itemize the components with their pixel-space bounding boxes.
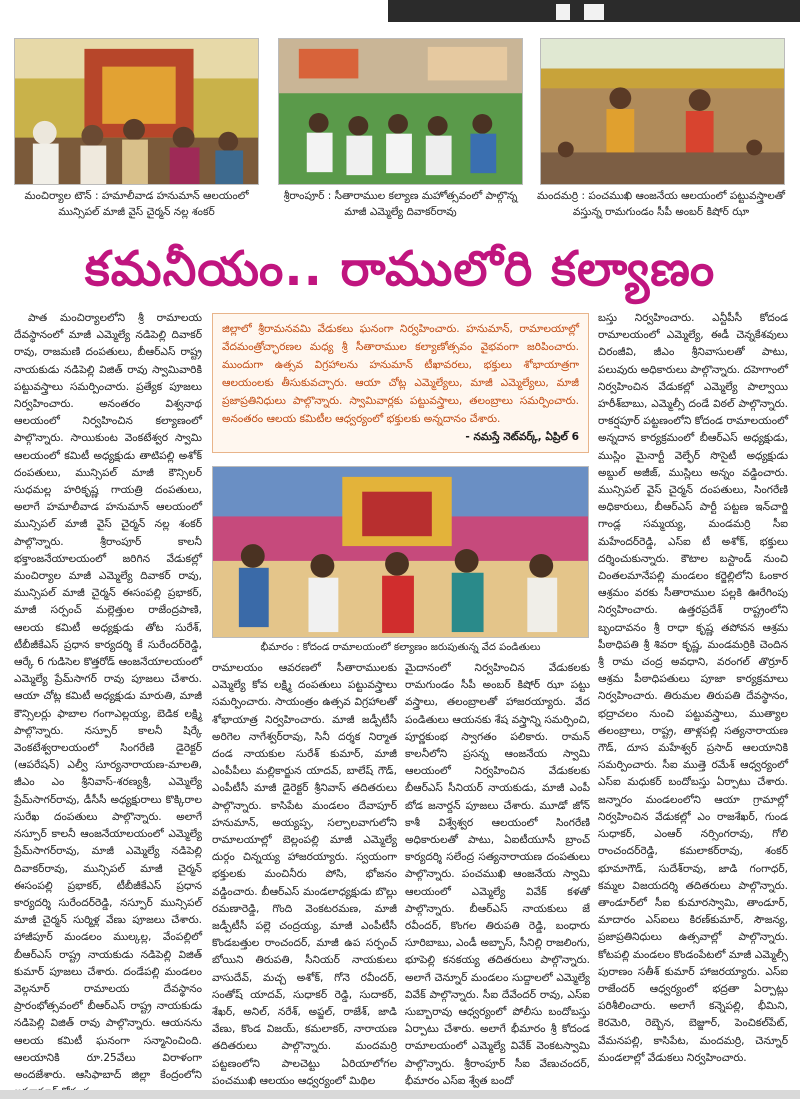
article-text: బస్తు నిర్వహించారు. ఎన్టీపీసీ కోదండ రామాలయంలో ఎమ్మెల్యే, ఈడీ చెన్నకేశవులు చిరంజీవి, జీఎం శ్రీనివాసులతో పాటు, పలువురు అధికారులు పాల్గొన్నారు. దహెగాంలో నిర్వహించిన వేడుకల్లో ఎమ్మెల్యే పాల్వాయి హరీశ్‌బాబు, ఎమ్మెల్సీ దండే విఠల్‌ పాల్గొన్నారు. రాకర్షపూర్‌ పట్టణంలోని కోదండ రామాలయంలో అన్నదాన కార్యక్రమంలో బీఆర్‌ఎస్‌ అధ్యక్షుడు, ముస్లిం మైనార్టీ వెల్ఫేర్‌ సొసైటీ అధ్యక్షుడు అబ్దుల్‌ అజీజ్‌, ముస్లిలు అన్నం వడ్డించారు. మున్సిపల్‌ వైస్‌ చైర్మన్‌ దంపతులు, సింగరేణి అధికారులు, బీఆర్‌ఎస్‌ పార్టీ పట్టణ ఇన్‌చార్జి గాండ్ల సమ్మయ్య, మండమర్రి సీఐ మహేందర్‌రెడ్డి, ఎస్‌ఐ టీ అశోక్‌, భక్తులు దర్శించుకున్నారు. కౌటాల బస్టాండ్‌ నుంచి చింతలమానేపల్లి మండలం కర్జెల్లిలోని ఓంకార ఆశ్రమం వరకు సీతారాముల పల్లకి ఊరేగింపు నిర్వహించారు. ఉత్తరప్రదేశ్‌ రాష్ట్రంలోని బృందావనం శ్రీ రాధా కృష్ణ తపోవన ఆశ్రమ పీఠాధిపతి శ్రీ శివరా కృష్ణ, మండమర్రికి చెందిన శ్రీ రామ చంద్ర అవధాని, వరంగల్‌ తొర్రూర్‌ ఆశ్రమ పీఠాధిపతులు పూజా కార్యక్రమాలు నిర్వహించారు. తిరుమల తిరుపతి దేవస్థానం, భద్రాచలం నుంచి పట్టువస్త్రాలు, ముత్యాల తలంబ్రాలు, రాష్ట్ర, తాళ్లపల్లి సత్యనారాయణ గౌడ్‌, దూస మహేశ్వర్‌ ప్రసాద్‌ ఆలయానికి సమర్పించారు. సీఐ ముత్తె రమేశ్‌ ఆధ్వర్యంలో ఎస్‌ఐ మధుకర్‌ బందోబస్తు ఏర్పాటు చేశారు. జన్నారం మండలంలోని ఆయా గ్రామాల్లో నిర్వహించిన వేడుకల్లో ఎం రాజశేఖర్‌, గుండ సుధాకర్‌, ఎంఆర్‌ నర్సింగరావు, గోలి రాంచందర్‌రెడ్డి, కమలాకర్‌రావు, శంకర్‌ భూమాగౌడ్‌, సుదేశ్‌రావు, జాడి గంగాధర్‌, కమ్మల విజయదర్శి తదితరులు పాల్గొన్నారు. తాండూర్‌లో సీఐ కుమారస్వామి, తాండూర్‌, మాదారం ఎస్‌ఐలు కిరణ్‌కుమార్‌, సౌజన్య, ప్రజాప్రతినిధులు ఉత్సవాల్లో పాల్గొన్నారు. కోటపల్లి మండలం కొండంపేటలో మాజీ ఎమ్మెల్సీ పురాణం సతీశ్‌ కుమార్‌ హాజరయ్యారు. ఎస్‌ఐ రాజేందర్‌ ఆధ్వర్యంలో భద్రతా ఏర్పాట్లు పరిశీలించారు. అలాగే కన్నెపల్లి, భీమిని, కెరమెరి, రెబ్బెన, బెజ్జూర్‌, పెంచికల్‌పేట్‌, వేమనపల్లి, కాసిపేట, మందమర్రి, చెన్నూర్‌ మండలాల్లో వేడుకలు నిర్వహించారు. — [598, 312, 788, 1064]
photo-caption: భీమారం : కోదండ రామాలయంలో కల్యాణం జరుపుతున్న వేద పండితులు — [260, 642, 541, 653]
article-column-4 — [598, 310, 788, 1088]
photo-srirampur-kalyanam — [278, 38, 523, 185]
top-bar-mark — [556, 4, 570, 20]
photo-caption: మంచిర్యాల టౌన్‌ : హమాలీవాడ హనుమాన్‌ ఆలయంలో మున్సిపల్‌ మాజీ వైస్‌ చైర్మన్‌ నల్ల శంకర్‌ — [24, 190, 249, 218]
top-bar-mark — [584, 4, 604, 20]
photo-caption: మందమర్రి : పంచముఖి ఆంజనేయ ఆలయంలో పట్టువస్త్రాలతో వస్తున్న రామగుండం సీపీ అంబర్‌ కిషోర్‌ ఝా — [536, 190, 786, 218]
article-text: మైదానంలో నిర్వహించిన వేడుకలకు రామగుండం సీపీ అంబర్‌ కిషోర్‌ ఝా పట్టు వస్త్రాలు, తలంబ్రాలతో హాజరయ్యారు. వేద పండితులు ఆయనకు శేష వస్త్రాన్ని సమర్పించి, పూర్ణకుంభ స్వాగతం పలికారు. రామన్‌ కాలనీలోని ప్రసన్న ఆంజనేయ స్వామి ఆలయంలో నిర్వహించిన వేడుకలకు బీఆర్‌ఎస్‌ సీనియర్‌ నాయకుడు, మాజీ ఎంపీ బోడ జనార్దన్‌ పూజలు చేశారు. మూడో జోన్‌ కాశీ విశ్వేశ్వర ఆలయంలో సింగరేణి అధికారులతో పాటు, ఏఐటీయూసీ బ్రాంచ్‌ కార్యదర్శి సలేంద్ర సత్యనారాయణ దంపతులు పాల్గొన్నారు. పంచముఖి ఆంజనేయ స్వామి ఆలయంలో ఎమ్మెల్యే వివేక్‌ కళతో పాల్గొన్నారు. బీఆర్‌ఎస్‌ నాయకులు జే రవీందర్‌, కొంగల తిరుపతి రెడ్డి, బంధారు సూరిబాబు, ఎండీ అబ్బాస్‌, సీనిల్లి రాజలింగు, భూపెల్లి కనకయ్య తదితరులు పాల్గొన్నారు. అలాగే చెన్నూర్‌ మండలం సుద్దాలలో ఎమ్మెల్యే వివేక్‌ పాల్గొన్నారు. సీఐ దేవేందర్‌ రావు, ఎస్‌ఐ సుబ్బారావు ఆధ్వర్యంలో పోలీసు బందోబస్తు ఏర్పాటు చేశారు. అలాగే భీమారం శ్రీ కోదండ రామాలయంలో ఎమ్మెల్యే వివేక్‌ వెంకటస్వామి పాల్గొన్నారు. శ్రీరాంపూర్‌ సీఐ వేణుచందర్‌, భీమారం ఎస్‌ఐ శ్వేత బందో — [405, 662, 590, 1087]
page-headline: కమనీయం.. రాములోరి కల్యాణం — [84, 241, 716, 297]
photo-bheemaram-kalyanam — [212, 466, 589, 638]
byline: - నమస్తే నెట్‌వర్క్‌, ఏప్రిల్‌ 6 — [465, 431, 579, 443]
top-dark-bar — [388, 0, 800, 22]
intro-highlight-box — [212, 313, 589, 453]
photo-hamalivada-temple — [14, 38, 259, 185]
intro-text: జిల్లాలో శ్రీరామనవమి వేడుకలు ఘనంగా నిర్వహించారు. హనుమాన్‌, రామాలయాల్లో వేదమంత్రోచ్ఛారణల మధ్య శ్రీ సీతారాముల కల్యాణోత్సవం వైభవంగా జరిపించారు. ముందుగా ఉత్సవ విగ్రహాలను హనుమాన్‌ టీఖావరలు, భక్తులు శోభాయాత్రగా ఆలయంలకు తీసుకువచ్చారు. ఆయా చోట్ల ఎమ్మెల్యేలు, మాజీ ఎమ్మెల్యేలు, మాజీ ప్రజాప్రతినిధులు పాల్గొన్నారు. స్వామివార్లకు పట్టువస్త్రాలు, తలంబ్రాలు సమర్పించారు. అనంతరం ఆలయ కమిటీల ఆధ్వర్యంలో భక్తులకు అన్నదానం చేశారు. — [222, 323, 579, 425]
photo-mandamarri-temple — [540, 38, 785, 185]
bottom-image-strip — [0, 1090, 800, 1099]
photo-caption: శ్రీరాంపూర్‌ : సీతారాముల కల్యాణ మహోత్సవంలో పాల్గొన్న మాజీ ఎమ్మెల్యే దివాకర్‌రావు — [283, 190, 518, 218]
article-column-2 — [212, 660, 397, 1088]
article-text: రామాలయం ఆవరణలో సీతారాములకు ఎమ్మెల్యే కోవ లక్ష్మి దంపతులు పట్టువస్త్రాలు సమర్పించారు. సాయంత్రం ఉత్సవ విగ్రహాలతో శోభాయాత్ర నిర్వహించారు. మాజీ జడ్పీటీసీ అరిగెల నాగేశ్వర్‌రావు, సినీ దర్శక నిర్మాత దండ నాయకుల సురేశ్‌ కుమార్‌, మాజీ ఎంపీపీలు మల్లికార్జున యాదవ్‌, బాలేష్‌ గౌడ్‌, ఎంపీటీసీ మాజీ డైరెక్టర్‌ శ్రీనివాస్‌ తదితరులు పాల్గొన్నారు. కాసిపేట మండలం దేవాపూర్‌ హనుమాన్‌, అయ్యప్ప, సల్పాలవాగులోని రామాలయాల్లో బెల్లంపల్లి మాజీ ఎమ్మెల్యే దుర్గం చిన్నయ్య హాజరయ్యారు. స్వయంగా భక్తులకు మంచినీరు పోసి, భోజనం వడ్డించారు. బీఆర్‌ఎస్‌ మండలాధ్యక్షుడు బొల్లు రమణారెడ్డి, గొంది వెంకటరమణ, మాజీ జడ్పీటీసీ పల్లె చంద్రయ్య, మాజీ ఎంపీటీసీ కొండబత్తుల రాంచందర్‌, మాజీ ఉప సర్పంచ్‌ బోయిని తిరుపతి, సీనియర్‌ నాయకులు వాసుదేవ్‌, మచ్చ అశోక్‌, గోనె రవీందర్‌, సంతోష్‌ యాదవ్‌, సుధాకర్‌ రెడ్డి, సుదాకర్‌, శేఖర్‌, అనిల్‌, నరేశ్‌, అప్జల్‌, రాజేశ్‌, జాడి వేణు, కొండ విజయ్‌, కమలాకర్‌, నారాయణ తదితరులు పాల్గొన్నారు. మందమర్రి పట్టణంలోని పాలచెట్టు ఏరియాలోగల పంచముఖి ఆలయం ఆధ్వర్యంలో మిథిల — [212, 662, 397, 1087]
article-column-1 — [14, 310, 202, 1088]
article-text: పాత మంచిర్యాలలోని శ్రీ రామాలయ దేవస్థానంలో మాజీ ఎమ్మెల్యే నడిపెల్లి దివాకర్‌ రావు, రాజమణి దంపతులు, బీఆర్‌ఎస్‌ రాష్ట్ర నాయకుడు నడిపెల్లి విజిత్‌ రావు స్వామివారికి పట్టువస్త్రాలు సమర్పించారు. ప్రత్యేక పూజలు నిర్వహించారు. అనంతరం విశ్వనాథ ఆలయంలో నిర్వహించిన కల్యాణంలో పాల్గొన్నారు. సాయికుంట వెంకటేశ్వర స్వామి ఆలయంలో కమిటీ అధ్యక్షుడు తాటిపల్లి అశోక్‌ దంపతులు, మున్సిపల్‌ మాజీ కౌన్సిలర్‌ సుధమల్ల హరికృష్ణ గాయత్రి దంపతులు, అలాగే హమాలీవాడ హనుమాన్‌ ఆలయంలో మున్సిపల్‌ మాజీ వైస్‌ చైర్మన్‌ నల్ల శంకర్‌ పాల్గొన్నారు. శ్రీరాంపూర్‌ కాలనీ భక్తాంజనేయాలయంలో జరిగిన వేడుకల్లో మంచిర్యాల మాజీ ఎమ్మెల్యే దివాకర్‌ రావు, మున్సిపల్‌ మాజీ చైర్మన్‌ ఈసంపల్లి ప్రభాకర్‌, మాజీ సర్పంచ్‌ మల్లెత్తుల రాజేంద్రపాణి, ఆలయ కమిటీ అధ్యక్షుడు తోట సురేశ్‌, టీబీజీకేఎస్‌ ప్రధాన కార్యదర్శి కే సురేందర్‌రెడ్డి, ఆర్కే 6 గుడిసెల కొత్తరోడ్‌ ఆంజనేయాలయంలో ఎమ్మెల్యే ప్రేమ్‌సాగర్‌ రావు పూజలు చేశారు. ఆయా చోట్ల కమిటీ అధ్యక్షుడు మారుతి, మాజీ కౌన్సిలర్లు ఫాబాల గంగాఎల్లయ్య, బెడిక లక్ష్మి పాల్గొన్నారు. నస్పూర్‌ కాలనీ షిర్కే వెంకటేశ్వరాలయంలో సింగరేణి డైరెక్టర్‌ (ఆపరేషన్‌) ఎల్వీ సూర్యనారాయణ-మాలతి, జీఎం ఎం శ్రీనివాస్‌-శరణ్యశ్రీ, ఎమ్మెల్యే ప్రేమ్‌సాగర్‌రావు, డీసీసీ అధ్యక్షురాలు కొక్కిరాల సురేఖ దంపతులు పాల్గొన్నారు. అలాగే నస్పూర్‌ కాలనీ ఆంజనేయాలయంలో ఎమ్మెల్యే ప్రేమ్‌సాగర్‌రావు, మాజీ ఎమ్మెల్యే నడిపెల్లి దివాకర్‌రావు, మున్సిపల్‌ మాజీ చైర్మన్‌ ఈసంపల్లి ప్రభాకర్‌, టీబీజీకేఎస్‌ ప్రధాన కార్యదర్శి సురేందర్‌రెడ్డి, నస్పూర్‌ మున్సిపల్‌ మాజీ చైర్మన్‌ సుర్మిళ్ల వేణు పూజలు చేశారు. హాజీపూర్‌ మండలం ముల్కల్ల, వేంపల్లిలో బీఆర్‌ఎస్‌ రాష్ట్ర నాయకుడు నడిపెల్లి విజిత్‌ కుమార్‌ పూజలు చేశారు. దండేపల్లి మండలం వెల్గనూర్‌ రామాలయ దేవస్థానం ప్రారంభోత్సవంలో బీఆర్‌ఎస్‌ రాష్ట్ర నాయకుడు నడిపెల్లి విజిత్‌ రావు పాల్గొన్నారు. ఆయనను ఆలయ కమిటీ ఘనంగా సన్మానించింది. ఆలయానికి రూ.25వేలు విరాళంగా అందజేశారు. ఆసిఫాబాద్‌ జిల్లా కేంద్రంలోని — [14, 312, 202, 1081]
article-column-3 — [405, 660, 590, 1088]
